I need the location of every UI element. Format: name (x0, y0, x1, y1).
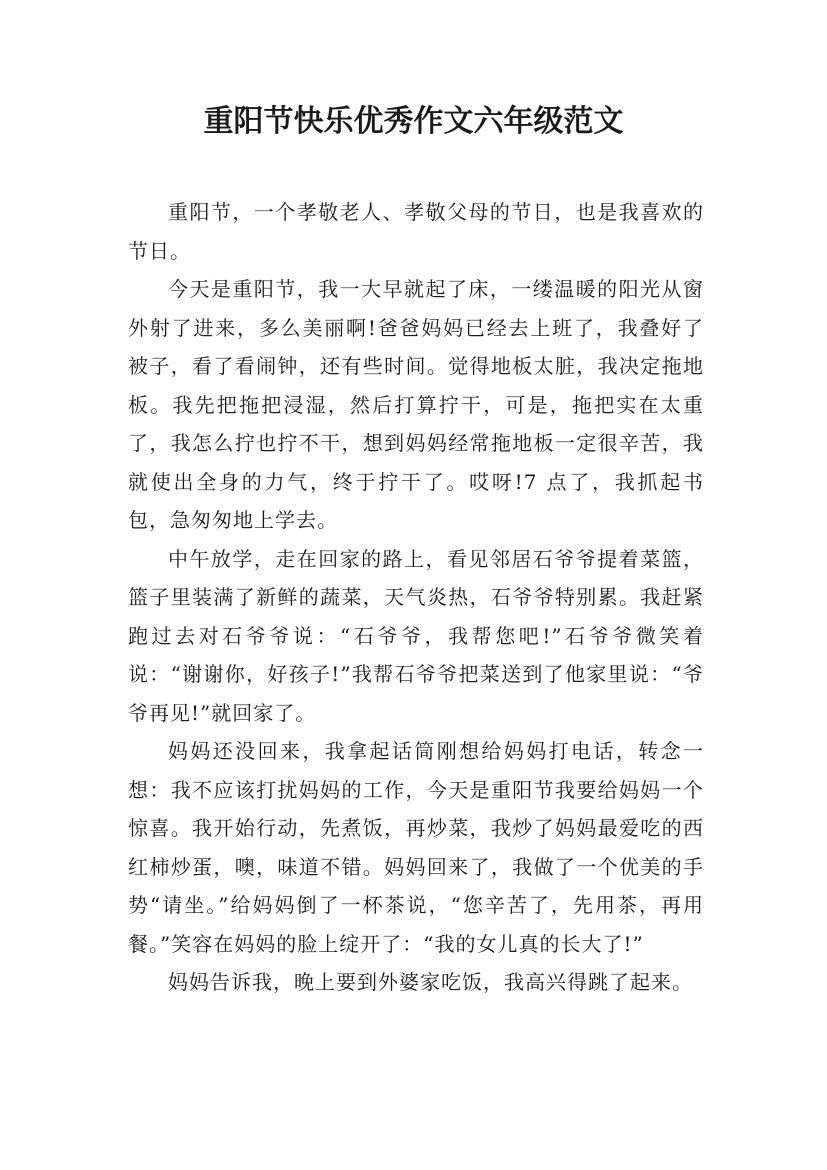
document-body (128, 193, 704, 1002)
paragraph-1: 重阳节，一个孝敬老人、孝敬父母的节日，也是我喜欢的节日。 (128, 200, 704, 263)
paragraph-4: 妈妈还没回来，我拿起话筒刚想给妈妈打电话，转念一想：我不应该打扰妈妈的工作，今天是重阳节我要给妈妈一个惊喜。我开始行动，先煮饭，再炒菜，我炒了妈妈最爱吃的西红柿炒蛋，噢，味道不错。妈妈回来了，我做了一个优美的手势“请坐。”给妈妈倒了一杯茶说，“您辛苦了，先用茶，再用餐。”笑容在妈妈的脸上绽开了：“我的女儿真的长大了!” (128, 739, 704, 956)
paragraph-2: 今天是重阳节，我一大早就起了床，一缕温暖的阳光从窗外射了进来，多么美丽啊!爸爸妈妈已经去上班了，我叠好了被子，看了看闹钟，还有些时间。觉得地板太脏，我决定拖地板。我先把拖把浸湿，然后打算拧干，可是，拖把实在太重了，我怎么拧也拧不干，想到妈妈经常拖地板一定很辛苦，我就使出全身的力气，终于拧干了。哎呀!7 点了，我抓起书包，急匆匆地上学去。 (128, 277, 704, 532)
document-title: 重阳节快乐优秀作文六年级范文 (203, 104, 624, 139)
paragraph-3: 中午放学，走在回家的路上，看见邻居石爷爷提着菜篮，篮子里装满了新鲜的蔬菜，天气炎热，石爷爷特别累。我赶紧跑过去对石爷爷说：“石爷爷，我帮您吧!”石爷爷微笑着说：“谢谢你，好孩子!”我帮石爷爷把菜送到了他家里说：“爷爷再见!”就回家了。 (128, 546, 704, 725)
paragraph-5: 妈妈告诉我，晚上要到外婆家吃饭，我高兴得跳了起来。 (168, 970, 693, 994)
